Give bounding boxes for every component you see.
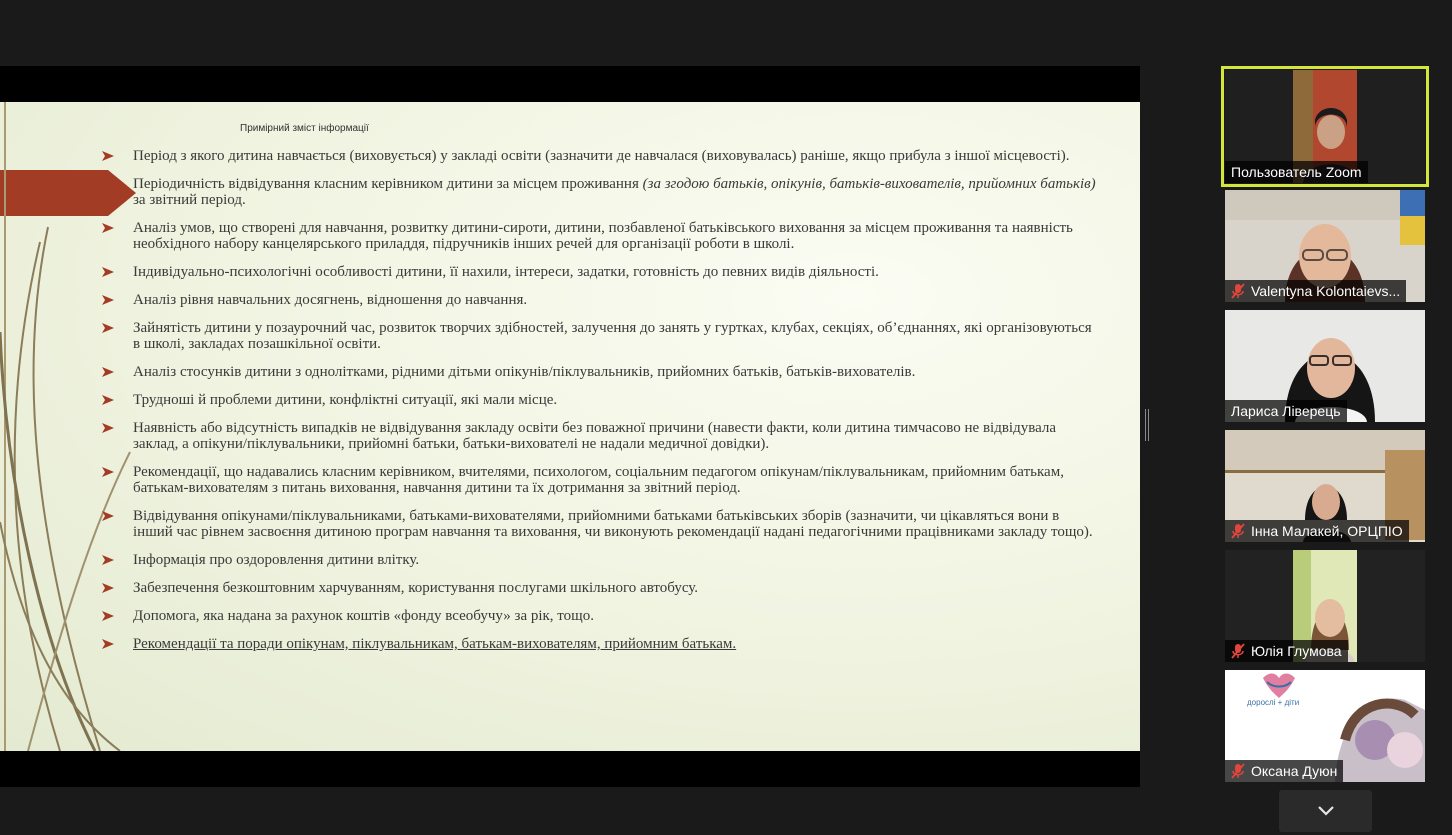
deco-line: [33, 227, 100, 751]
list-item: Трудноші й проблеми дитини, конфліктні ситуації, які мали місце.: [102, 392, 1102, 408]
bullet-list: [102, 148, 1102, 664]
arrow-bullet-icon: [102, 394, 114, 406]
microphone-muted-icon: [1231, 643, 1245, 659]
participant-name: Пользователь Zoom: [1225, 161, 1368, 183]
microphone-muted-icon: [1231, 523, 1245, 539]
list-item: Забезпечення безкоштовним харчуванням, користування послугами шкільного автобусу.: [102, 580, 1102, 596]
arrow-bullet-icon: [102, 510, 114, 522]
arrow-bullet-icon: [102, 610, 114, 622]
list-item-highlighted: Періодичність відвідування класним керівником дитини за місцем проживання (за згодою батьків, опікунів, батьків-вихователів, прийомних батьків) за звітний період.: [133, 176, 1096, 208]
presentation-slide: [0, 102, 1140, 751]
participant-tile[interactable]: [1225, 70, 1425, 183]
participant-name: Оксана Дуюн: [1225, 760, 1343, 782]
logo-text: дорослі + діти: [1247, 698, 1300, 707]
list-item: Допомога, яка надана за рахунок коштів «фонду всеобучу» за рік, тощо.: [102, 608, 1102, 624]
participant-tile[interactable]: [1225, 550, 1425, 662]
participant-name: Лариса Ліверець: [1225, 400, 1347, 422]
panel-resize-handle[interactable]: [1145, 409, 1149, 441]
scroll-participants-down-button[interactable]: [1279, 790, 1372, 832]
list-item: Аналіз стосунків дитини з однолітками, рідними дітьми опікунів/піклувальників, прийомних батьків, батьків-вихователів.: [102, 364, 1102, 380]
arrow-bullet-icon: [102, 638, 114, 650]
arrow-bullet-icon: [102, 554, 114, 566]
arrow-bullet-icon: [102, 366, 114, 378]
list-item: Індивідуально-психологічні особливості дитини, її нахили, інтереси, задатки, готовність до певних видів діяльності.: [102, 264, 1102, 280]
arrow-bullet-icon: [102, 222, 114, 234]
list-item: Інформація про оздоровлення дитини влітку.: [102, 552, 1102, 568]
arrow-bullet-icon: [102, 582, 114, 594]
arrow-bullet-icon: [102, 150, 114, 162]
participant-tile[interactable]: [1225, 430, 1425, 542]
microphone-muted-icon: [1231, 763, 1245, 779]
list-item: Зайнятість дитини у позаурочний час, розвиток творчих здібностей, залучення до занять у гуртках, клубах, секціях, об’єднаннях, які організовуються в школі, закладах позашкільної освіти.: [102, 320, 1102, 352]
arrow-bullet-icon: [102, 294, 114, 306]
participant-name: Valentyna Kolontaievs...: [1225, 280, 1406, 302]
arrow-bullet-icon: [102, 266, 114, 278]
list-item: Аналіз рівня навчальних досягнень, відношення до навчання.: [102, 292, 1102, 308]
list-item: Аналіз умов, що створені для навчання, розвитку дитини-сироти, дитини, позбавленої батьківського виховання за місцем проживання та наявність необхідного набору канцелярського приладдя, підручників інших речей для організації роботи в школі.: [102, 220, 1102, 252]
participant-tile[interactable]: [1225, 190, 1425, 302]
list-item: Відвідування опікунами/піклувальниками, батьками-вихователями, прийомними батьками батьківських зборів (зазначити, чи цікавляться вони в інший час рівнем засвоєння дитиною програм навчання та виховання, чи виконують рекомендації надані педагогічними працівниками закладу тощо).: [102, 508, 1102, 540]
shared-screen: [0, 66, 1140, 787]
deco-line: [0, 332, 95, 751]
list-item: Рекомендації, що надавались класним керівником, вчителями, психологом, соціальним педагогом опікунам/піклувальникам, прийомним батькам, батькам-вихователям з питань виховання, навчання дитини та їх дотримання за звітний період.: [102, 464, 1102, 496]
microphone-muted-icon: [1231, 283, 1245, 299]
list-item: Період з якого дитина навчається (виховується) у закладі освіти (зазначити де навчалася (виховувалась) раніше, якщо прибула з іншої місцевості).: [102, 148, 1102, 164]
list-item: Наявність або відсутність випадків не відвідування закладу освіти без поважної причини (навести факти, коли дитина тимчасово не відвідувала заклад, а опікуни/піклувальники, прийомні батьки, батьки-вихователі не надали медичної довідки).: [102, 420, 1102, 452]
arrow-bullet-icon: [102, 422, 114, 434]
arrow-bullet-icon: [102, 322, 114, 334]
participant-name: Юлія Глумова: [1225, 640, 1348, 662]
slide-title: Примірний зміст інформації: [240, 123, 369, 134]
participant-tile[interactable]: [1225, 670, 1425, 782]
list-item: Рекомендації та поради опікунам, піклувальникам, батькам-вихователям, прийомним батькам.: [102, 636, 1102, 652]
participant-name: Інна Малакей, ОРЦПІО: [1225, 520, 1409, 542]
arrow-bullet-icon: [102, 466, 114, 478]
participant-tile[interactable]: [1225, 310, 1425, 422]
chevron-down-icon: [1317, 805, 1335, 817]
